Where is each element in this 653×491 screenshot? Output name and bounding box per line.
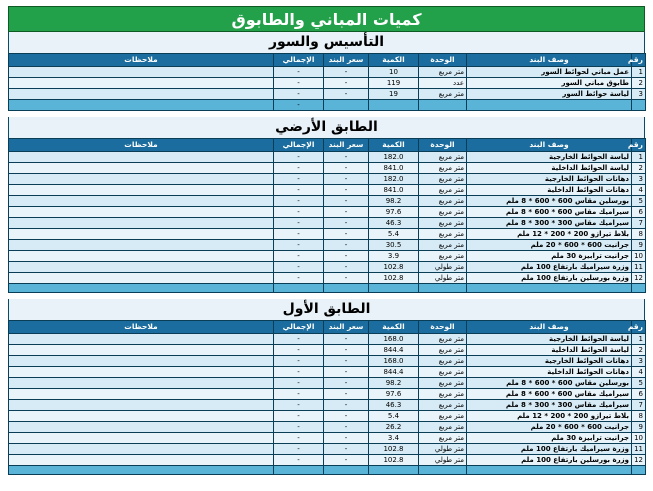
quantities-table (8, 138, 646, 293)
item-price: - (324, 433, 369, 444)
item-unit: متر مربع (419, 196, 467, 207)
item-number: 4 (632, 185, 646, 196)
item-unit: متر طولي (419, 444, 467, 455)
item-description: لياسة الحوائط الداخلية (467, 163, 632, 174)
item-total: - (274, 251, 324, 262)
item-number: 5 (632, 378, 646, 389)
item-notes (9, 422, 274, 433)
item-total: - (274, 174, 324, 185)
item-description: وزرة سيراميك بارتفاع 100 ملم (467, 262, 632, 273)
item-price: - (324, 152, 369, 163)
table-row (9, 229, 646, 240)
item-description: وزرة سيراميك بارتفاع 100 ملم (467, 444, 632, 455)
item-description: سيراميك مقاس 300 * 300 * 8 ملم (467, 218, 632, 229)
header-num: رقم (632, 54, 646, 67)
item-quantity: 46.3 (369, 400, 419, 411)
item-quantity: 98.2 (369, 378, 419, 389)
blank-cell (324, 100, 369, 111)
item-total: - (274, 152, 324, 163)
item-number: 10 (632, 251, 646, 262)
item-notes (9, 152, 274, 163)
item-total: - (274, 262, 324, 273)
item-unit: متر مربع (419, 229, 467, 240)
item-unit: متر مربع (419, 251, 467, 262)
item-total: - (274, 455, 324, 466)
item-notes (9, 400, 274, 411)
item-notes (9, 174, 274, 185)
item-notes (9, 229, 274, 240)
item-total: - (274, 78, 324, 89)
item-price: - (324, 356, 369, 367)
table-row (9, 389, 646, 400)
table-row (9, 67, 646, 78)
item-description: جرانيت ترابيزة 30 ملم (467, 251, 632, 262)
blank-cell (467, 284, 632, 293)
item-total: - (274, 163, 324, 174)
blank-cell (419, 100, 467, 111)
table-row (9, 218, 646, 229)
table-row (9, 163, 646, 174)
table-row (9, 422, 646, 433)
item-number: 11 (632, 444, 646, 455)
header-total: الإجمالي (274, 139, 324, 152)
item-quantity: 3.9 (369, 251, 419, 262)
quantities-table (8, 320, 646, 475)
item-total: - (274, 345, 324, 356)
item-total: - (274, 229, 324, 240)
table-row (9, 196, 646, 207)
table-row (9, 152, 646, 163)
item-price: - (324, 163, 369, 174)
item-notes (9, 218, 274, 229)
item-number: 1 (632, 152, 646, 163)
item-unit: متر مربع (419, 174, 467, 185)
item-description: سيراميك مقاس 600 * 600 * 8 ملم (467, 207, 632, 218)
item-number: 5 (632, 196, 646, 207)
item-total: - (274, 400, 324, 411)
item-total: - (274, 273, 324, 284)
item-number: 10 (632, 433, 646, 444)
item-price: - (324, 444, 369, 455)
item-notes (9, 378, 274, 389)
item-description: دهانات الحوائط الداخلية (467, 367, 632, 378)
item-quantity: 102.8 (369, 444, 419, 455)
item-total: - (274, 196, 324, 207)
table-row (9, 185, 646, 196)
item-number: 11 (632, 262, 646, 273)
item-unit: متر مربع (419, 240, 467, 251)
item-description: عمل مباني لحوائط السور (467, 67, 632, 78)
item-number: 1 (632, 334, 646, 345)
table-row (9, 455, 646, 466)
item-total: - (274, 389, 324, 400)
section-total (274, 284, 324, 293)
section-title: الطابق الأرضي (8, 117, 645, 138)
item-quantity: 182.0 (369, 174, 419, 185)
item-price: - (324, 229, 369, 240)
item-total: - (274, 240, 324, 251)
item-unit: متر مربع (419, 218, 467, 229)
blank-cell (419, 466, 467, 475)
item-notes (9, 367, 274, 378)
table-row (9, 251, 646, 262)
item-description: بلاط تيرازو 200 * 200 * 12 ملم (467, 229, 632, 240)
item-price: - (324, 411, 369, 422)
item-notes (9, 273, 274, 284)
header-total: الإجمالي (274, 321, 324, 334)
item-quantity: 3.4 (369, 433, 419, 444)
item-number: 7 (632, 218, 646, 229)
item-notes (9, 67, 274, 78)
header-price: سعر البند (324, 139, 369, 152)
table-row (9, 207, 646, 218)
item-unit: متر مربع (419, 389, 467, 400)
item-number: 3 (632, 174, 646, 185)
item-description: سيراميك مقاس 300 * 300 * 8 ملم (467, 400, 632, 411)
item-quantity: 844.4 (369, 367, 419, 378)
item-quantity: 168.0 (369, 356, 419, 367)
blank-cell (419, 284, 467, 293)
header-qty: الكمية (369, 321, 419, 334)
item-price: - (324, 262, 369, 273)
item-total: - (274, 218, 324, 229)
section-total: - (274, 100, 324, 111)
item-number: 2 (632, 345, 646, 356)
header-notes: ملاحظات (9, 139, 274, 152)
item-total: - (274, 185, 324, 196)
item-notes (9, 356, 274, 367)
item-quantity: 119 (369, 78, 419, 89)
item-notes (9, 163, 274, 174)
header-qty: الكمية (369, 54, 419, 67)
header-desc: وصف البند (467, 321, 632, 334)
item-number: 9 (632, 422, 646, 433)
table-row (9, 334, 646, 345)
header-unit: الوحدة (419, 54, 467, 67)
item-description: سيراميك مقاس 600 * 600 * 8 ملم (467, 389, 632, 400)
item-description: طابوق مباني السور (467, 78, 632, 89)
blank-cell (467, 100, 632, 111)
item-quantity: 46.3 (369, 218, 419, 229)
item-price: - (324, 455, 369, 466)
quantities-sheet (8, 6, 645, 475)
item-quantity: 98.2 (369, 196, 419, 207)
item-description: بورسلين مقاس 600 * 600 * 8 ملم (467, 196, 632, 207)
section-total-row (9, 284, 646, 293)
item-description: لياسة الحوائط الخارجية (467, 152, 632, 163)
item-number: 3 (632, 89, 646, 100)
sections-container (8, 32, 645, 475)
item-total: - (274, 433, 324, 444)
item-price: - (324, 251, 369, 262)
item-unit: متر مربع (419, 163, 467, 174)
table-row (9, 378, 646, 389)
item-notes (9, 196, 274, 207)
sheet-title: كميات المباني والطابوق (8, 6, 645, 32)
table-row (9, 433, 646, 444)
item-unit: متر مربع (419, 152, 467, 163)
item-price: - (324, 67, 369, 78)
table-row (9, 240, 646, 251)
item-notes (9, 389, 274, 400)
blank-cell (9, 284, 274, 293)
item-price: - (324, 89, 369, 100)
item-quantity: 841.0 (369, 163, 419, 174)
item-description: دهانات الحوائط الخارجية (467, 356, 632, 367)
item-quantity: 102.8 (369, 262, 419, 273)
item-number: 6 (632, 207, 646, 218)
blank-cell (632, 284, 646, 293)
header-notes: ملاحظات (9, 54, 274, 67)
item-total: - (274, 422, 324, 433)
item-quantity: 26.2 (369, 422, 419, 433)
item-unit: عدد (419, 78, 467, 89)
blank-cell (632, 466, 646, 475)
item-quantity: 5.4 (369, 411, 419, 422)
item-notes (9, 89, 274, 100)
item-unit: متر طولي (419, 273, 467, 284)
item-number: 7 (632, 400, 646, 411)
item-notes (9, 78, 274, 89)
table-row (9, 89, 646, 100)
item-description: لياسة حوائط السور (467, 89, 632, 100)
item-quantity: 19 (369, 89, 419, 100)
item-price: - (324, 185, 369, 196)
blank-cell (324, 466, 369, 475)
item-unit: متر مربع (419, 185, 467, 196)
item-description: جرانيت 600 * 600 * 20 ملم (467, 422, 632, 433)
table-row (9, 444, 646, 455)
table-row (9, 356, 646, 367)
item-description: لياسة الحوائط الداخلية (467, 345, 632, 356)
item-unit: متر مربع (419, 367, 467, 378)
item-quantity: 841.0 (369, 185, 419, 196)
item-price: - (324, 378, 369, 389)
item-unit: متر مربع (419, 207, 467, 218)
blank-cell (369, 100, 419, 111)
item-unit: متر مربع (419, 433, 467, 444)
header-price: سعر البند (324, 321, 369, 334)
item-quantity: 97.6 (369, 389, 419, 400)
blank-cell (9, 466, 274, 475)
item-quantity: 182.0 (369, 152, 419, 163)
item-total: - (274, 378, 324, 389)
item-price: - (324, 345, 369, 356)
item-number: 2 (632, 78, 646, 89)
header-unit: الوحدة (419, 321, 467, 334)
item-notes (9, 207, 274, 218)
blank-cell (467, 466, 632, 475)
item-description: بلاط تيرازو 200 * 200 * 12 ملم (467, 411, 632, 422)
item-price: - (324, 367, 369, 378)
item-notes (9, 433, 274, 444)
item-description: دهانات الحوائط الخارجية (467, 174, 632, 185)
item-quantity: 97.6 (369, 207, 419, 218)
item-number: 3 (632, 356, 646, 367)
item-unit: متر مربع (419, 400, 467, 411)
header-total: الإجمالي (274, 54, 324, 67)
item-quantity: 5.4 (369, 229, 419, 240)
item-price: - (324, 273, 369, 284)
item-description: جرانيت 600 * 600 * 20 ملم (467, 240, 632, 251)
item-unit: متر طولي (419, 455, 467, 466)
item-price: - (324, 207, 369, 218)
item-price: - (324, 400, 369, 411)
item-total: - (274, 207, 324, 218)
section-total-row (9, 466, 646, 475)
item-number: 8 (632, 229, 646, 240)
item-description: وزرة بورسلين بارتفاع 100 ملم (467, 455, 632, 466)
item-unit: متر مربع (419, 356, 467, 367)
header-row (9, 54, 646, 67)
blank-cell (369, 466, 419, 475)
item-price: - (324, 240, 369, 251)
item-unit: متر مربع (419, 334, 467, 345)
item-notes (9, 185, 274, 196)
item-number: 12 (632, 273, 646, 284)
blank-cell (9, 100, 274, 111)
item-number: 4 (632, 367, 646, 378)
item-quantity: 30.5 (369, 240, 419, 251)
table-row (9, 345, 646, 356)
table-row (9, 411, 646, 422)
item-description: بورسلين مقاس 600 * 600 * 8 ملم (467, 378, 632, 389)
item-price: - (324, 196, 369, 207)
item-notes (9, 240, 274, 251)
item-number: 2 (632, 163, 646, 174)
item-total: - (274, 411, 324, 422)
header-desc: وصف البند (467, 54, 632, 67)
item-unit: متر مربع (419, 378, 467, 389)
item-number: 12 (632, 455, 646, 466)
section-total-row (9, 100, 646, 111)
item-description: وزرة بورسلين بارتفاع 100 ملم (467, 273, 632, 284)
blank-cell (369, 284, 419, 293)
item-notes (9, 411, 274, 422)
item-notes (9, 251, 274, 262)
section-title: الطابق الأول (8, 299, 645, 320)
item-price: - (324, 334, 369, 345)
table-row (9, 78, 646, 89)
header-row (9, 139, 646, 152)
item-number: 8 (632, 411, 646, 422)
section-title: التأسيس والسور (8, 32, 645, 53)
item-unit: متر مربع (419, 345, 467, 356)
item-quantity: 168.0 (369, 334, 419, 345)
item-quantity: 844.4 (369, 345, 419, 356)
header-notes: ملاحظات (9, 321, 274, 334)
item-price: - (324, 218, 369, 229)
table-row (9, 262, 646, 273)
quantities-table (8, 53, 646, 111)
item-unit: متر مربع (419, 422, 467, 433)
header-num: رقم (632, 321, 646, 334)
item-price: - (324, 78, 369, 89)
header-desc: وصف البند (467, 139, 632, 152)
item-notes (9, 334, 274, 345)
table-row (9, 367, 646, 378)
header-price: سعر البند (324, 54, 369, 67)
item-number: 6 (632, 389, 646, 400)
item-price: - (324, 422, 369, 433)
blank-cell (632, 100, 646, 111)
item-description: جرانيت ترابيزة 30 ملم (467, 433, 632, 444)
section-total (274, 466, 324, 475)
header-qty: الكمية (369, 139, 419, 152)
item-total: - (274, 444, 324, 455)
header-row (9, 321, 646, 334)
item-unit: متر مربع (419, 67, 467, 78)
item-description: دهانات الحوائط الداخلية (467, 185, 632, 196)
item-notes (9, 262, 274, 273)
item-total: - (274, 334, 324, 345)
item-notes (9, 455, 274, 466)
item-total: - (274, 356, 324, 367)
item-quantity: 102.8 (369, 273, 419, 284)
item-notes (9, 444, 274, 455)
item-unit: متر مربع (419, 89, 467, 100)
item-notes (9, 345, 274, 356)
table-row (9, 273, 646, 284)
item-total: - (274, 89, 324, 100)
item-unit: متر مربع (419, 411, 467, 422)
item-description: لياسة الحوائط الخارجية (467, 334, 632, 345)
table-row (9, 400, 646, 411)
item-unit: متر طولي (419, 262, 467, 273)
item-number: 1 (632, 67, 646, 78)
item-price: - (324, 174, 369, 185)
header-unit: الوحدة (419, 139, 467, 152)
item-quantity: 102.8 (369, 455, 419, 466)
item-number: 9 (632, 240, 646, 251)
item-total: - (274, 367, 324, 378)
table-row (9, 174, 646, 185)
header-num: رقم (632, 139, 646, 152)
item-quantity: 10 (369, 67, 419, 78)
item-total: - (274, 67, 324, 78)
blank-cell (324, 284, 369, 293)
item-price: - (324, 389, 369, 400)
